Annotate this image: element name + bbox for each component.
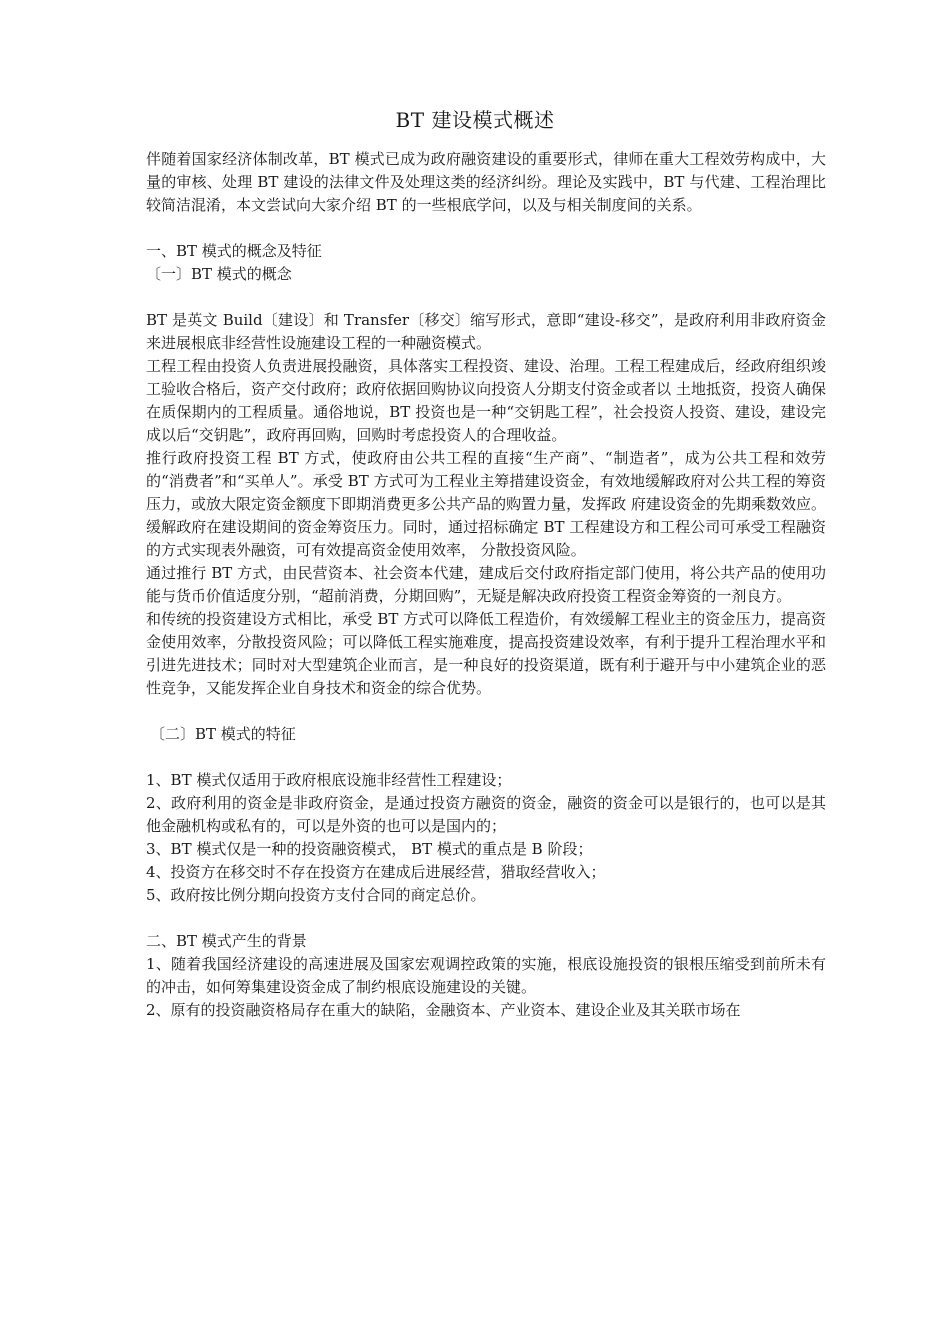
background-item-1: 1、随着我国经济建设的高速进展及国家宏观调控政策的实施，根底设施投资的银根压缩受到前所未有的冲击，如何筹集建设资金成了制约根底设施建设的关键。 — [146, 955, 826, 996]
feature-item-4: 4、投资方在移交时不存在投资方在建成后进展经营，猎取经营收入； — [146, 863, 606, 881]
feature-item-1: 1、BT 模式仅适用于政府根底设施非经营性工程建设； — [146, 771, 512, 789]
intro-paragraph: 伴随着国家经济体制改革，BT 模式已成为政府融资建设的重要形式，律师在重大工程效劳构成中，大量的审核、处理 BT 建设的法律文件及处理这类的经济纠纷。理论及实践中，BT 与代建、工程治理比较简洁混淆，本文尝试向大家介绍 BT 的一些根底学问，以及与相关制度间的关系。 — [146, 150, 826, 214]
feature-item-2: 2、政府利用的资金是非政府资金，是通过投资方融资的资金，融资的资金可以是银行的，也可以是其他金融机构或私有的，可以是外资的也可以是国内的； — [146, 794, 826, 835]
paragraph-benefits: 推行政府投资工程 BT 方式，使政府由公共工程的直接“生产商”、“制造者”，成为公共工程和效劳的“消费者”和“买单人”。承受 BT 方式可为工程业主筹措建设资金，有效地缓解政府对公共工程的筹资压力，或放大限定资金额度下即期消费更多公共产品的购置力量，发挥政 府建设资金的先期乘数效应。缓解政府在建设期间的资金筹资压力。同时，通过招标确定 BT 工程建设方和工程公司可承受工程融资的方式实现表外融资，可有效提高资金使用效率， 分散投资风险。 — [146, 449, 826, 559]
document-body — [146, 148, 826, 1022]
section-heading-2: 二、BT 模式产生的背景 — [146, 932, 307, 950]
background-item-2: 2、原有的投资融资格局存在重大的缺陷，金融资本、产业资本、建设企业及其关联市场在 — [146, 1001, 741, 1019]
feature-item-3: 3、BT 模式仅是一种的投资融资模式， BT 模式的重点是 B 阶段； — [146, 840, 593, 858]
subsection-heading-1-2: 〔二〕BT 模式的特征 — [150, 725, 296, 743]
document-title: BT 建设模式概述 — [395, 108, 555, 132]
paragraph-definition: BT 是英文 Build〔建设〕和 Transfer〔移交〕缩写形式，意即“建设-移交”，是政府利用非政府资金来进展根底非经营性设施建设工程的一种融资模式。 — [146, 311, 826, 352]
subsection-heading-1-1: 〔一〕BT 模式的概念 — [146, 265, 292, 283]
paragraph-process: 工程工程由投资人负责进展投融资，具体落实工程投资、建设、治理。工程工程建成后，经政府组织竣工验收合格后，资产交付政府；政府依据回购协议向投资人分期支付资金或者以 土地抵资，投资人确保在质保期内的工程质量。通俗地说，BT 投资也是一种“交钥匙工程”，社会投资人投资、建设，建设完成以后“交钥匙”，政府再回购，回购时考虑投资人的合理收益。 — [146, 357, 826, 444]
feature-item-5: 5、政府按比例分期向投资方支付合同的商定总价。 — [146, 886, 486, 904]
paragraph-comparison: 和传统的投资建设方式相比，承受 BT 方式可以降低工程造价，有效缓解工程业主的资金压力，提高资金使用效率，分散投资风险；可以降低工程实施难度，提高投资建设效率，有利于提升工程治理水平和引进先进技术；同时对大型建筑企业而言，是一种良好的投资渠道，既有利于避开与中小建筑企业的恶性竞争，又能发挥企业自身技术和资金的综合优势。 — [146, 610, 826, 697]
section-heading-1: 一、BT 模式的概念及特征 — [146, 242, 322, 260]
paragraph-promotion: 通过推行 BT 方式，由民营资本、社会资本代建，建成后交付政府指定部门使用，将公共产品的使用功能与货币价值适度分别，“超前消费，分期回购”，无疑是解决政府投资工程资金筹资的一剂良方。 — [146, 564, 826, 605]
